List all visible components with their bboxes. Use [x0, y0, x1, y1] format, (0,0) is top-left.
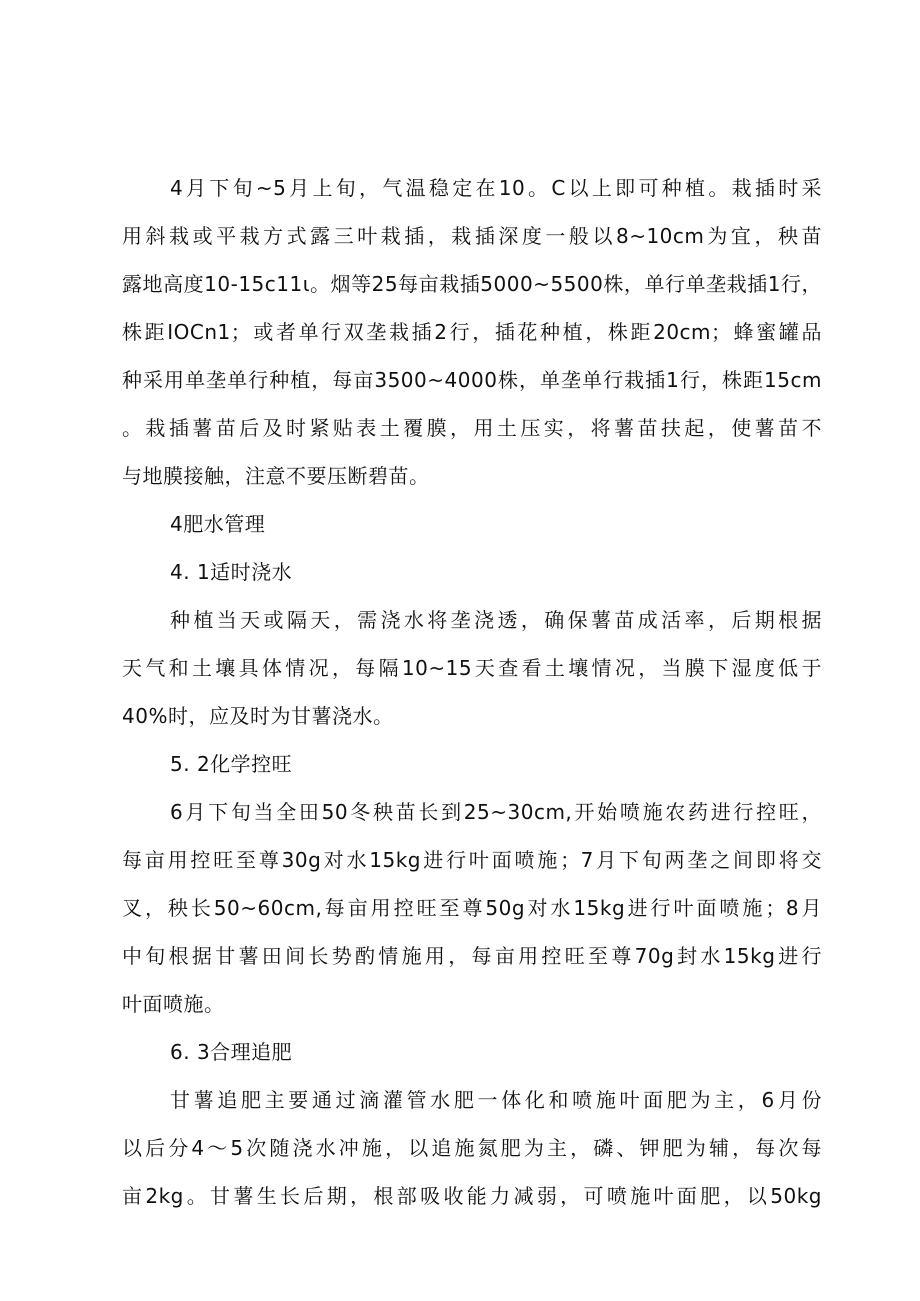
paragraph-planting-line-1: 4月下旬~5月上旬，气温稳定在10。C以上即可种植。栽插时采 — [170, 176, 822, 200]
paragraph-planting-line-7: 与地膜接触，注意不要压断碧苗。 — [122, 464, 430, 488]
paragraph-control-line-4: 中旬根据甘薯田间长势酌情施用，每亩用控旺至尊70g封水15kg进行 — [122, 944, 822, 968]
paragraph-control-line-2: 每亩用控旺至尊30g对水15kg进行叶面喷施；7月下旬两垄之间即将交 — [122, 848, 822, 872]
paragraph-topdressing-line-2: 以后分4〜5次随浇水冲施，以追施氮肥为主，磷、钾肥为辅，每次每 — [122, 1136, 822, 1160]
section-heading-fertilizer-water: 4肥水管理 — [170, 512, 266, 536]
paragraph-planting-line-2: 用斜栽或平栽方式露三叶栽插，栽插深度一般以8~10cm为宜，秧苗 — [122, 224, 822, 248]
subheading-chemical-control: 5. 2化学控旺 — [170, 752, 293, 776]
paragraph-watering-line-1: 种植当天或隔天，需浇水将垄浇透，确保薯苗成活率，后期根据 — [170, 608, 822, 632]
paragraph-watering-line-2: 天气和土壤具体情况，每隔10~15天查看土壤情况，当膜下湿度低于 — [122, 656, 822, 680]
paragraph-planting-line-6: 。栽插薯苗后及时紧贴表土覆膜，用土压实，将薯苗扶起，使薯苗不 — [122, 416, 822, 440]
subheading-topdressing: 6. 3合理追肥 — [170, 1040, 293, 1064]
paragraph-topdressing-line-1: 甘薯追肥主要通过滴灌管水肥一体化和喷施叶面肥为主，6月份 — [170, 1088, 822, 1112]
paragraph-control-line-5: 叶面喷施。 — [122, 992, 225, 1016]
paragraph-control-line-3: 叉，秧长50~60cm,每亩用控旺至尊50g对水15kg进行叶面喷施；8月 — [122, 896, 822, 920]
subheading-timely-watering: 4. 1适时浇水 — [170, 560, 293, 584]
paragraph-planting-line-4: 株距IOCn1；或者单行双垄栽插2行，插花种植，株距20cm；蜂蜜罐品 — [122, 320, 822, 344]
paragraph-watering-line-3: 40%时，应及时为甘薯浇水。 — [122, 704, 394, 728]
paragraph-planting-line-3: 露地高度10-15c11ι。烟等25每亩栽插5000~5500株，单行单垄栽插1行， — [122, 272, 822, 296]
paragraph-control-line-1: 6月下旬当全田50冬秧苗长到25~30cm,开始喷施农药进行控旺， — [170, 800, 822, 824]
paragraph-topdressing-line-3: 亩2kg。甘薯生长后期，根部吸收能力减弱，可喷施叶面肥，以50kg — [122, 1184, 822, 1208]
paragraph-planting-line-5: 种采用单垄单行种植，每亩3500~4000株，单垄单行栽插1行，株距15cm — [122, 368, 822, 392]
